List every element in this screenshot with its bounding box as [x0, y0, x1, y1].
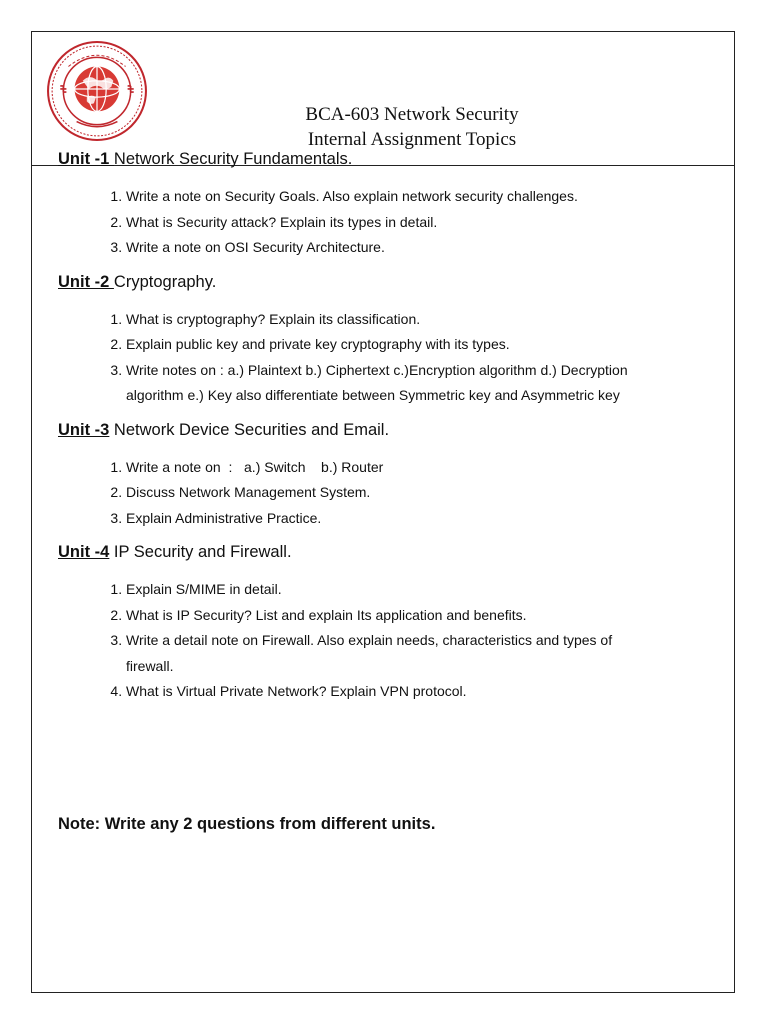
question-list — [58, 184, 698, 261]
title-line-2: Internal Assignment Topics — [307, 129, 517, 150]
unit-title: Network Security Fundamentals. — [113, 150, 353, 168]
question-list — [58, 577, 698, 705]
unit-heading — [58, 148, 698, 170]
unit-label: Unit -3 — [58, 420, 110, 439]
unit-title: IP Security and Firewall. — [109, 543, 292, 561]
question-item: 1. Write a note on Security Goals. Also explain network security challenges. — [126, 184, 698, 210]
university-seal-icon — [46, 40, 148, 142]
unit-1-section — [58, 148, 698, 261]
unit-title: Network Device Securities and Email. — [109, 420, 390, 439]
unit-2-section — [58, 271, 698, 409]
document-header — [32, 32, 734, 166]
question-item: 1. Explain S/MIME in detail. — [126, 577, 698, 603]
unit-label: Unit -2 — [58, 272, 114, 291]
document-title — [202, 102, 622, 152]
unit-heading — [58, 541, 698, 563]
question-item: 3. Explain Administrative Practice. — [126, 506, 698, 532]
unit-heading — [58, 271, 698, 293]
question-item: 2. Explain public key and private key cryptography with its types. — [126, 332, 698, 358]
question-item: 1. What is cryptography? Explain its classification. — [126, 307, 698, 333]
question-item: 1. Write a note on : a.) Switch b.) Router — [126, 455, 698, 481]
unit-3-section — [58, 419, 698, 532]
question-list — [58, 455, 698, 532]
assignment-content — [58, 148, 698, 715]
title-line-1: BCA-603 Network Security — [305, 104, 519, 125]
assignment-note: Note: Write any 2 questions from different units. — [58, 815, 436, 833]
unit-4-section — [58, 541, 698, 705]
unit-label: Unit -1 — [58, 150, 114, 168]
question-item: 3. Write a detail note on Firewall. Also explain needs, characteristics and types of firewall. — [126, 628, 698, 679]
question-item: 2. What is Security attack? Explain its types in detail. — [126, 210, 698, 236]
unit-title: Cryptography. — [113, 272, 217, 291]
question-item: 4. What is Virtual Private Network? Explain VPN protocol. — [126, 679, 698, 705]
question-item: 3. Write a note on OSI Security Architecture. — [126, 235, 698, 261]
question-list — [58, 307, 698, 409]
question-item: 3. Write notes on : a.) Plaintext b.) Ciphertext c.)Encryption algorithm d.) Decryption algorithm e.) Key also differentiate between Symmetric key and Asymmetric key — [126, 358, 698, 409]
unit-heading — [58, 419, 698, 441]
question-item: 2. Discuss Network Management System. — [126, 480, 698, 506]
unit-label: Unit -4 — [58, 543, 110, 561]
question-item: 2. What is IP Security? List and explain Its application and benefits. — [126, 603, 698, 629]
